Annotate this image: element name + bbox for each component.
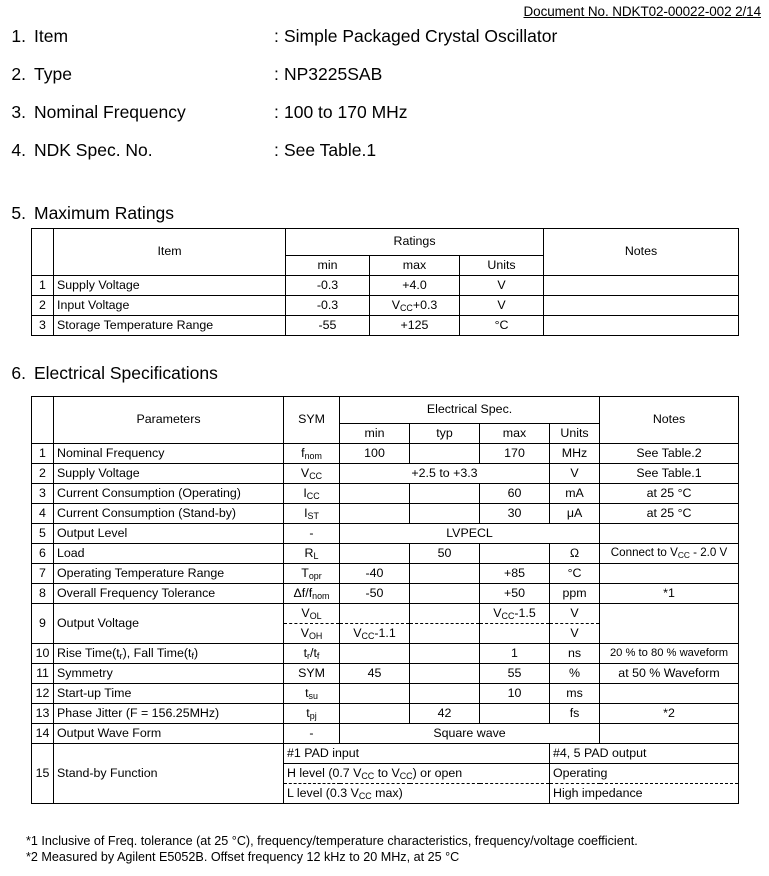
row-symbol: $t_{su}$	[284, 684, 340, 704]
row-notes: See Table.1	[600, 464, 739, 484]
row-units: ppm	[550, 584, 600, 604]
item-number: 3.	[11, 102, 26, 122]
item-colon: :	[274, 26, 279, 46]
header-ratings: Ratings	[286, 229, 544, 256]
row-units: °C	[460, 316, 544, 336]
row-typ	[410, 584, 480, 604]
row-units: fs	[550, 704, 600, 724]
item-value: 100 to 170 MHz	[284, 102, 408, 122]
item-colon: :	[274, 64, 279, 84]
row-typ	[410, 484, 480, 504]
row-index: 4	[32, 504, 54, 524]
table-header-row	[32, 397, 739, 424]
row-max: 60	[480, 484, 550, 504]
row-parameter: Symmetry	[54, 664, 284, 684]
table-header-row	[32, 229, 739, 256]
row-index: 3	[32, 484, 54, 504]
list-item	[8, 64, 761, 102]
standby-left-cell: L level (0.3 $V_{CC}$ max)	[284, 784, 550, 804]
item-value: See Table.1	[284, 140, 377, 160]
row-min: -0.3	[286, 276, 370, 296]
row-index: 3	[32, 316, 54, 336]
row-units: Ω	[550, 544, 600, 564]
row-parameter: Load	[54, 544, 284, 564]
section-title: Maximum Ratings	[34, 203, 175, 223]
footnote-1: *1 Inclusive of Freq. tolerance (at 25 °C), frequency/temperature characteristics, frequency/voltage coefficient.	[26, 834, 638, 848]
list-item	[8, 140, 761, 178]
row-max	[480, 544, 550, 564]
row-index: 2	[32, 296, 54, 316]
row-index: 6	[32, 544, 54, 564]
row-symbol: $R_L$	[284, 544, 340, 564]
row-symbol: $T_{opr}$	[284, 564, 340, 584]
table-row	[32, 704, 739, 724]
row-item: Storage Temperature Range	[54, 316, 286, 336]
standby-left-cell: #1 PAD input	[284, 744, 550, 764]
row-index: 5	[32, 524, 54, 544]
row-max: $V_{CC}+0.3$	[370, 296, 460, 316]
table-row	[32, 544, 739, 564]
row-index: 1	[32, 444, 54, 464]
header-parameters: Parameters	[54, 397, 284, 444]
row-item: Supply Voltage	[54, 276, 286, 296]
list-item	[8, 26, 761, 64]
header-index	[32, 229, 54, 276]
header-electrical-spec: Electrical Spec.	[340, 397, 600, 424]
row-units: ms	[550, 684, 600, 704]
row-min: -40	[340, 564, 410, 584]
row-max: 170	[480, 444, 550, 464]
row-units: °C	[550, 564, 600, 584]
row-max: 30	[480, 504, 550, 524]
row-min: -0.3	[286, 296, 370, 316]
item-number: 4.	[11, 140, 26, 160]
electrical-specifications-table	[31, 396, 739, 804]
row-parameter: Overall Frequency Tolerance	[54, 584, 284, 604]
row-item: Input Voltage	[54, 296, 286, 316]
row-parameter: Stand-by Function	[54, 744, 284, 804]
row-units: μA	[550, 504, 600, 524]
row-notes	[600, 524, 739, 544]
item-colon: :	[274, 102, 279, 122]
item-label: NDK Spec. No.	[34, 140, 153, 160]
footnote-2: *2 Measured by Agilent E5052B. Offset frequency 12 kHz to 20 MHz, at 25 °C	[26, 850, 460, 864]
row-symbol: -	[284, 524, 340, 544]
row-min: -55	[286, 316, 370, 336]
row-min	[340, 644, 410, 664]
header-item: Item	[54, 229, 286, 276]
row-notes	[600, 724, 739, 744]
row-parameter: Current Consumption (Operating)	[54, 484, 284, 504]
row-typ	[410, 684, 480, 704]
row-index: 9	[32, 604, 54, 644]
section-title: Electrical Specifications	[34, 363, 218, 383]
row-max: 55	[480, 664, 550, 684]
row-typ: 42	[410, 704, 480, 724]
row-min: -50	[340, 584, 410, 604]
row-max	[480, 624, 550, 644]
item-list	[8, 26, 761, 178]
row-symbol: SYM	[284, 664, 340, 684]
row-notes	[544, 316, 739, 336]
table-row	[32, 444, 739, 464]
item-label: Nominal Frequency	[34, 102, 186, 122]
row-symbol: $I_{ST}$	[284, 504, 340, 524]
row-max: $V_{CC}-1.5$	[480, 604, 550, 624]
table-row	[32, 604, 739, 624]
table-row	[32, 524, 739, 544]
row-min	[340, 484, 410, 504]
row-index: 7	[32, 564, 54, 584]
section-heading-maximum-ratings	[8, 203, 174, 224]
item-colon: :	[274, 140, 279, 160]
row-index: 8	[32, 584, 54, 604]
row-min: $V_{CC}-1.1$	[340, 624, 410, 644]
row-index: 14	[32, 724, 54, 744]
row-typ: 50	[410, 544, 480, 564]
row-max: +4.0	[370, 276, 460, 296]
item-value: Simple Packaged Crystal Oscillator	[284, 26, 558, 46]
row-min: 45	[340, 664, 410, 684]
header-min: min	[286, 256, 370, 276]
row-max	[480, 704, 550, 724]
table-row-standby	[32, 744, 739, 764]
row-symbol: $f_{nom}$	[284, 444, 340, 464]
header-index	[32, 397, 54, 444]
row-symbol: $t_{pj}$	[284, 704, 340, 724]
row-min	[340, 684, 410, 704]
row-parameter: Phase Jitter (F = 156.25MHz)	[54, 704, 284, 724]
table-row	[32, 504, 739, 524]
row-notes	[544, 296, 739, 316]
row-symbol: $t_r/t_f$	[284, 644, 340, 664]
table-row	[32, 296, 739, 316]
table-row	[32, 484, 739, 504]
row-index: 11	[32, 664, 54, 684]
row-index: 2	[32, 464, 54, 484]
row-units: %	[550, 664, 600, 684]
row-units: V	[550, 604, 600, 624]
row-notes: *2	[600, 704, 739, 724]
row-typ	[410, 564, 480, 584]
header-min: min	[340, 424, 410, 444]
row-max: 10	[480, 684, 550, 704]
row-notes: See Table.2	[600, 444, 739, 464]
row-parameter: Operating Temperature Range	[54, 564, 284, 584]
row-notes: at 25 °C	[600, 484, 739, 504]
row-notes: Connect to $V_{CC} - 2.0$ V	[600, 544, 739, 564]
row-notes: at 25 °C	[600, 504, 739, 524]
row-symbol: $I_{CC}$	[284, 484, 340, 504]
row-parameter: Nominal Frequency	[54, 444, 284, 464]
row-units: V	[550, 624, 600, 644]
row-min	[340, 604, 410, 624]
row-max: +125	[370, 316, 460, 336]
table-row	[32, 644, 739, 664]
row-typ	[410, 604, 480, 624]
table-row	[32, 664, 739, 684]
row-units: mA	[550, 484, 600, 504]
header-max: max	[480, 424, 550, 444]
table-row	[32, 724, 739, 744]
item-value: NP3225SAB	[284, 64, 383, 84]
row-min	[340, 544, 410, 564]
footnotes	[26, 834, 638, 866]
row-units: V	[460, 296, 544, 316]
row-notes: 20 % to 80 % waveform	[600, 644, 739, 664]
row-min	[340, 504, 410, 524]
table-row	[32, 584, 739, 604]
row-index: 10	[32, 644, 54, 664]
maximum-ratings-table	[31, 228, 739, 336]
header-units: Units	[550, 424, 600, 444]
row-parameter: Supply Voltage	[54, 464, 284, 484]
row-parameter: Start-up Time	[54, 684, 284, 704]
item-label: Item	[34, 26, 69, 46]
table-row	[32, 316, 739, 336]
row-symbol: $V_{OH}$	[284, 624, 340, 644]
header-sym: SYM	[284, 397, 340, 444]
standby-right-cell: High impedance	[550, 784, 739, 804]
item-number: 1.	[11, 26, 26, 46]
standby-left-cell: H level (0.7 $V_{CC}$ to $V_{CC}$) or open	[284, 764, 550, 784]
header-typ: typ	[410, 424, 480, 444]
row-parameter: Output Level	[54, 524, 284, 544]
row-typ	[410, 504, 480, 524]
row-symbol: $V_{CC}$	[284, 464, 340, 484]
row-parameter: Current Consumption (Stand-by)	[54, 504, 284, 524]
table-row	[32, 684, 739, 704]
table-row	[32, 564, 739, 584]
row-spec-span: +2.5 to +3.3	[340, 464, 550, 484]
row-notes	[600, 684, 739, 704]
row-index: 1	[32, 276, 54, 296]
row-symbol: $V_{OL}$	[284, 604, 340, 624]
header-notes: Notes	[544, 229, 739, 276]
row-units: V	[550, 464, 600, 484]
list-item	[8, 102, 761, 140]
item-label: Type	[34, 64, 72, 84]
row-symbol: -	[284, 724, 340, 744]
row-symbol: $\Delta f/f_{nom}$	[284, 584, 340, 604]
row-index: 12	[32, 684, 54, 704]
row-notes: at 50 % Waveform	[600, 664, 739, 684]
standby-right-cell: #4, 5 PAD output	[550, 744, 739, 764]
row-parameter: Rise $Time(t_r)$, Fall $Time(t_f)$	[54, 644, 284, 664]
header-notes: Notes	[600, 397, 739, 444]
row-notes	[544, 276, 739, 296]
row-spec-span-all: LVPECL	[340, 524, 600, 544]
section-number: 6.	[11, 363, 26, 383]
table-row	[32, 276, 739, 296]
row-index: 15	[32, 744, 54, 804]
header-max: max	[370, 256, 460, 276]
row-notes: *1	[600, 584, 739, 604]
row-typ	[410, 444, 480, 464]
row-units: V	[460, 276, 544, 296]
row-typ	[410, 624, 480, 644]
row-units: MHz	[550, 444, 600, 464]
row-parameter: Output Voltage	[54, 604, 284, 644]
row-spec-span-all: Square wave	[340, 724, 600, 744]
row-index: 13	[32, 704, 54, 724]
section-heading-electrical-specifications	[8, 363, 218, 384]
header-units: Units	[460, 256, 544, 276]
row-typ	[410, 644, 480, 664]
table-row	[32, 464, 739, 484]
row-notes	[600, 564, 739, 584]
row-parameter: Output Wave Form	[54, 724, 284, 744]
row-min: 100	[340, 444, 410, 464]
document-number: Document No. NDKT02-00022-002 2/14	[523, 4, 761, 19]
row-max: +85	[480, 564, 550, 584]
row-notes	[600, 604, 739, 644]
standby-right-cell: Operating	[550, 764, 739, 784]
row-max: +50	[480, 584, 550, 604]
item-number: 2.	[11, 64, 26, 84]
row-min	[340, 704, 410, 724]
row-max: 1	[480, 644, 550, 664]
section-number: 5.	[11, 203, 26, 223]
row-typ	[410, 664, 480, 684]
row-units: ns	[550, 644, 600, 664]
